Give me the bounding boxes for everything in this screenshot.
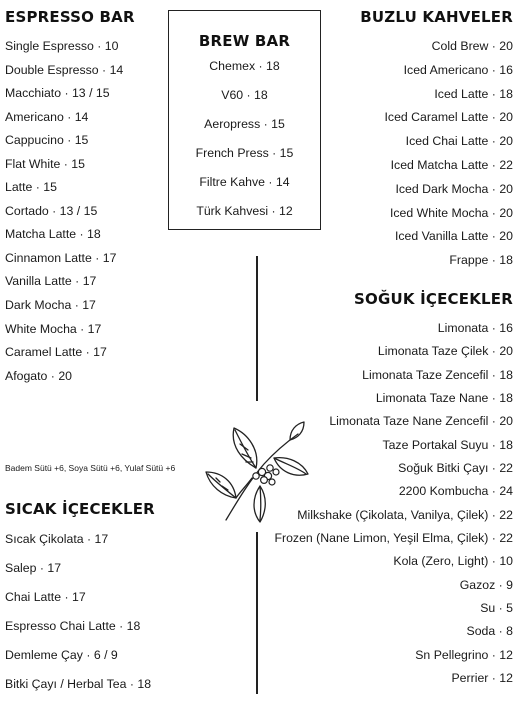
menu-item: Su · 5 [480, 601, 513, 616]
menu-item: V60 · 18 [221, 88, 268, 102]
menu-item: Iced White Mocha · 20 [389, 205, 513, 220]
menu-item: Matcha Latte · 18 [5, 227, 101, 242]
menu-item: 2200 Kombucha · 24 [398, 484, 513, 499]
menu-item: French Press · 15 [195, 146, 294, 160]
menu-item: Macchiato · 13 / 15 [5, 86, 110, 101]
menu-item: Bitki Çayı / Herbal Tea · 18 [5, 677, 152, 692]
menu-item: Cappucino · 15 [5, 133, 89, 148]
soguk-icecekler-heading: SOĞUK İÇECEKLER [354, 290, 513, 308]
espresso-bar-heading: ESPRESSO BAR [5, 8, 135, 26]
sicak-icecekler-heading: SICAK İÇECEKLER [5, 500, 155, 518]
buzlu-kahveler-heading: BUZLU KAHVELER [360, 8, 513, 26]
brew-bar-list [169, 60, 320, 234]
menu-item: Kola (Zero, Light) · 10 [393, 554, 513, 569]
menu-item: Iced Americano · 16 [403, 62, 513, 77]
menu-item: Limonata Taze Nane Zencefil · 20 [329, 414, 513, 429]
menu-item: Iced Latte · 18 [434, 86, 513, 101]
menu-item: Aeropress · 15 [204, 117, 285, 131]
menu-item: Espresso Chai Latte · 18 [5, 619, 141, 634]
menu-item: Sıcak Çikolata · 17 [5, 532, 109, 546]
menu-item: Soda · 8 [466, 624, 513, 639]
sicak-icecekler-list [5, 533, 151, 708]
menu-item: Milkshake (Çikolata, Vanilya, Çilek) · 22 [297, 507, 513, 522]
menu-item: Iced Caramel Latte · 20 [384, 110, 513, 125]
menu-item: Double Espresso · 14 [5, 62, 124, 77]
menu-item: Vanilla Latte · 17 [5, 274, 97, 289]
menu-item: Iced Vanilla Latte · 20 [394, 229, 513, 244]
menu-item: Perrier · 12 [451, 671, 513, 686]
menu-item: Chemex · 18 [209, 59, 280, 73]
menu-item: Afogato · 20 [5, 368, 72, 383]
menu-item: Iced Matcha Latte · 22 [390, 157, 513, 172]
menu-item: Limonata · 16 [437, 321, 513, 335]
menu-item: Caramel Latte · 17 [5, 345, 107, 360]
buzlu-kahveler-list [385, 40, 514, 278]
menu-item: Iced Chai Latte · 20 [405, 134, 513, 149]
menu-item: Chai Latte · 17 [5, 590, 86, 605]
menu-item: Frozen (Nane Limon, Yeşil Elma, Çilek) · 22 [274, 531, 513, 546]
menu-item: White Mocha · 17 [5, 321, 102, 336]
menu-item: Filtre Kahve · 14 [199, 175, 290, 189]
brew-bar-heading: BREW BAR [198, 32, 291, 50]
menu-item: Salep · 17 [5, 561, 62, 576]
menu-item: Americano · 14 [5, 109, 89, 124]
espresso-bar-list [5, 40, 123, 393]
menu-item: Soğuk Bitki Çayı · 22 [398, 461, 513, 476]
menu-item: Single Espresso · 10 [5, 39, 119, 53]
menu-item: Frappe · 18 [449, 253, 513, 268]
milk-options-note: Badem Sütü +6, Soya Sütü +6, Yulaf Sütü +6 [5, 463, 176, 473]
menu-item: Latte · 15 [5, 180, 57, 195]
menu-item: Iced Dark Mocha · 20 [395, 181, 513, 196]
menu-item: Türk Kahvesi · 12 [196, 204, 293, 218]
menu-item: Cold Brew · 20 [431, 39, 513, 53]
brew-bar-box [168, 10, 321, 230]
menu-item: Demleme Çay · 6 / 9 [5, 648, 118, 663]
soguk-icecekler-list [274, 322, 513, 696]
menu-item: Limonata Taze Nane · 18 [375, 391, 513, 406]
menu-item: Cortado · 13 / 15 [5, 203, 98, 218]
menu-item: Dark Mocha · 17 [5, 298, 96, 313]
menu-item: Taze Portakal Suyu · 18 [382, 437, 513, 452]
center-divider-bottom [256, 532, 258, 694]
menu-item: Limonata Taze Zencefil · 18 [362, 367, 513, 382]
menu-item: Gazoz · 9 [459, 577, 513, 592]
menu-item: Sn Pellegrino · 12 [415, 647, 513, 662]
menu-item: Flat White · 15 [5, 156, 85, 171]
menu-item: Cinnamon Latte · 17 [5, 250, 117, 265]
menu-item: Limonata Taze Çilek · 20 [377, 344, 513, 359]
center-divider-top [256, 256, 258, 401]
